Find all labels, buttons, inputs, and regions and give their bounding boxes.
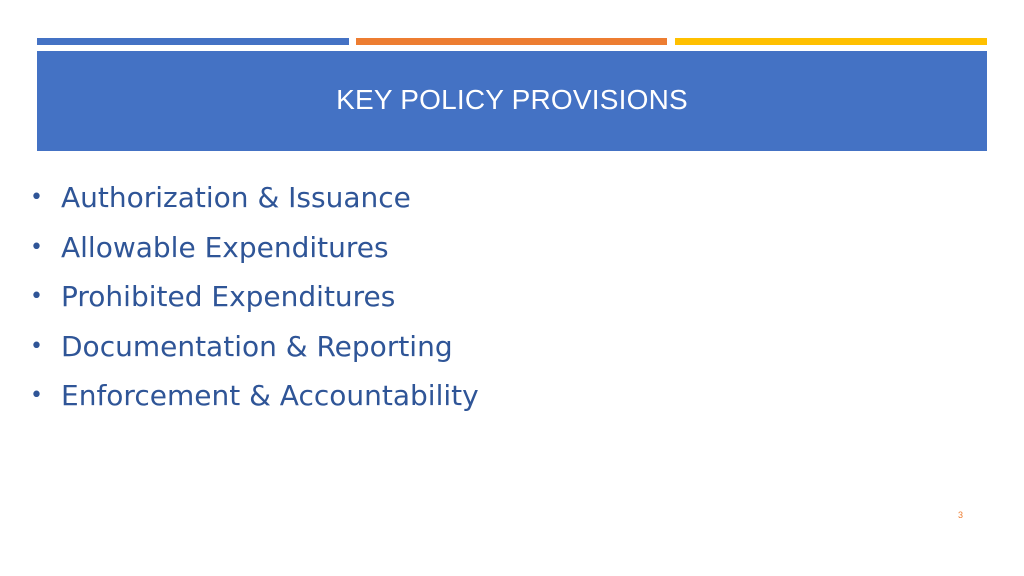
title-band [37,51,987,151]
bullet-item [30,322,479,372]
slide-title: KEY POLICY PROVISIONS [336,84,688,115]
bullet-icon: • [30,383,43,409]
bullet-icon: • [30,234,43,260]
bullet-icon: • [30,185,43,211]
bullet-text: Documentation & Reporting [61,329,453,363]
accent-stripe-yellow [675,38,987,45]
bullet-text: Allowable Expenditures [61,230,389,264]
bullet-item [30,371,479,421]
accent-stripe-blue [37,38,349,45]
bullet-icon: • [30,333,43,359]
accent-stripe-orange [356,38,667,45]
bullet-item [30,223,479,273]
bullet-icon: • [30,284,43,310]
bullet-text: Enforcement & Accountability [61,379,479,413]
bullet-text: Prohibited Expenditures [61,280,396,314]
bullet-text: Authorization & Issuance [61,181,411,215]
bullet-list [30,173,479,421]
bullet-item [30,173,479,223]
slide-number: 3 [958,510,964,520]
bullet-item [30,272,479,322]
